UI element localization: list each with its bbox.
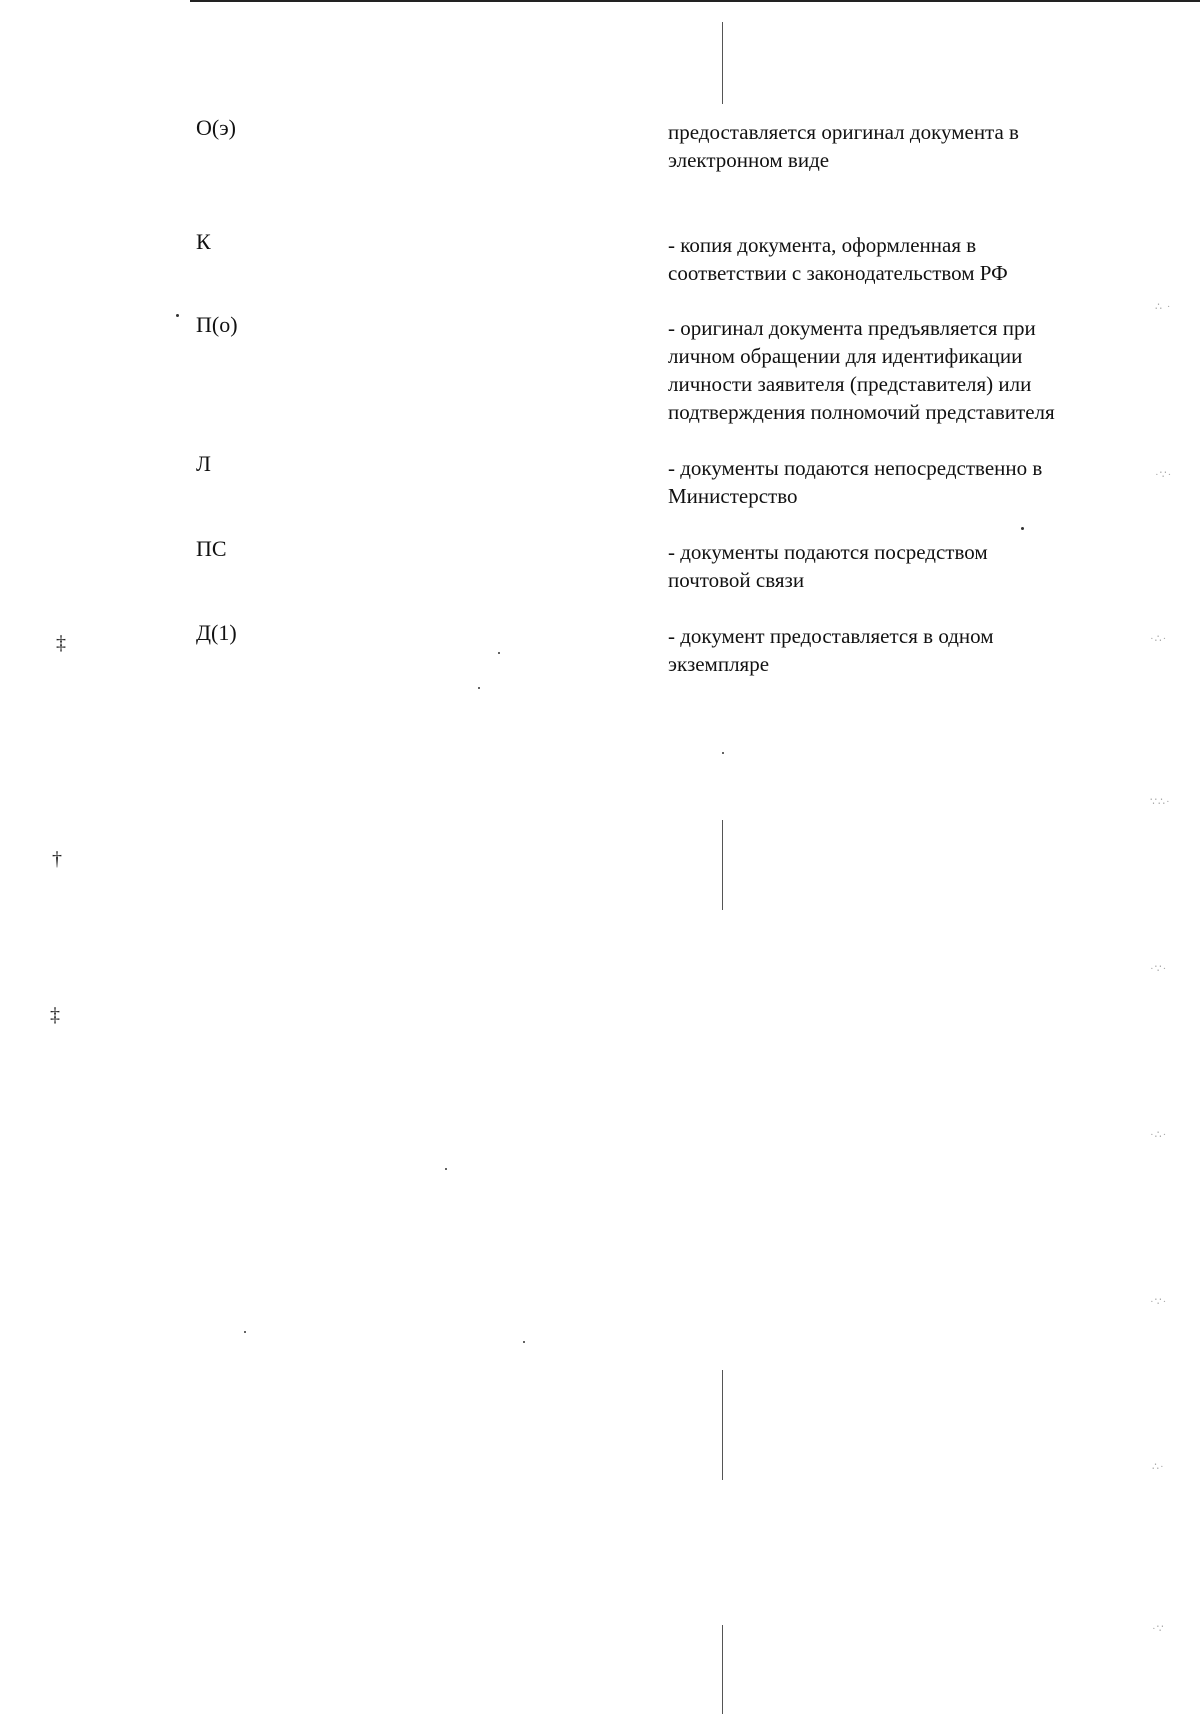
scan-noise: ∴ · [1155, 301, 1172, 313]
scan-noise: ·∵ [1152, 1623, 1165, 1635]
legend-description: - оригинал документа предъявляется при личном обращении для идентификации личности заявителя (представителя) или подтверждения полномочий представителя [668, 316, 1055, 424]
scan-speck [445, 1168, 447, 1170]
legend-description: - документ предоставляется в одном экземпляре [668, 624, 994, 676]
binding-hole-mark: ‡ [56, 632, 66, 654]
binding-hole-mark: † [52, 848, 62, 870]
scan-speck [478, 687, 480, 689]
legend-code: ПС [196, 536, 227, 561]
scan-speck [523, 1341, 525, 1343]
scan-noise: ·∵· [1150, 963, 1168, 975]
scan-speck [498, 652, 500, 654]
scan-noise: ·∵· [1155, 469, 1173, 481]
legend-description: - копия документа, оформленная в соответствии с законодательством РФ [668, 233, 1008, 285]
scan-noise: ·∴· [1150, 633, 1168, 645]
scan-speck [722, 752, 724, 754]
fold-line [722, 1625, 723, 1714]
scan-speck [176, 314, 179, 317]
scan-noise: ·∴· [1150, 1129, 1168, 1141]
scan-speck [244, 1331, 246, 1333]
binding-hole-mark: ‡ [50, 1004, 60, 1026]
fold-line [722, 22, 723, 104]
top-border-line [190, 0, 1200, 2]
legend-description: - документы подаются посредством почтовой связи [668, 540, 988, 592]
legend-description: - документы подаются непосредственно в Министерство [668, 456, 1043, 508]
legend-code: Л [196, 451, 211, 476]
scan-speck [1021, 527, 1024, 530]
legend-code: К [196, 229, 211, 254]
fold-line [722, 820, 723, 910]
legend-code: П(о) [196, 312, 238, 337]
legend-description: предоставляется оригинал документа в электронном виде [668, 120, 1019, 172]
legend-code: О(э) [196, 115, 236, 140]
legend-code: Д(1) [196, 620, 237, 645]
scan-noise: ∵∴· [1150, 796, 1171, 808]
fold-line [722, 1370, 723, 1480]
scan-noise: ∴· [1152, 1461, 1165, 1473]
scan-noise: ·∵· [1150, 1296, 1168, 1308]
